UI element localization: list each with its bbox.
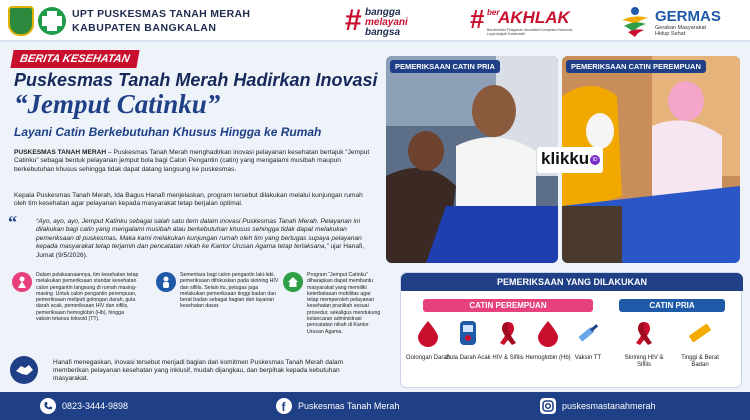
info-block-program: Program “Jemput Catinku” diharapkan dapat membantu masyarakat yang memiliki keterbatasan mobilitas agar tetap memperoleh pelayanan kesehatan pranikah sesuai prosedur, sekaligus mendukung kelancaran administrasi pencatatan nikah di Kantor Urusan Agama. bbox=[283, 272, 383, 352]
info-block-female: Dalam pelaksanaannya, tim kesehatan tetap melakukan pemeriksaan standar kesehatan calon pengantin langsung di rumah masing-masing. Untuk calon pengantin perempuan, pemeriksaan meliputi golongan darah, gula darah acak, pemeriksaan HIV dan sifilis, pemeriksaan hemoglobin (Hb), hingga vaksin tetanus toksoid (TT). bbox=[12, 272, 140, 352]
photo-label-bride: PEMERIKSAAN CATIN PEREMPUAN bbox=[566, 60, 706, 73]
footer bbox=[0, 392, 750, 420]
footer-facebook[interactable]: f Puskesmas Tanah Merah bbox=[276, 398, 456, 414]
photo-groom-exam bbox=[386, 56, 558, 263]
exam-item-blood-sugar: Gula Darah Acak bbox=[445, 319, 491, 362]
blood-drop-icon bbox=[534, 319, 562, 347]
ribbon-icon bbox=[630, 319, 658, 347]
handshake-icon bbox=[10, 356, 38, 384]
exam-panel bbox=[400, 272, 742, 388]
male-category-label: CATIN PRIA bbox=[619, 299, 725, 312]
photo-label-groom: PEMERIKSAAN CATIN PRIA bbox=[390, 60, 500, 73]
paragraph-intro: PUSKESMAS TANAH MERAH – Puskesmas Tanah Merah menghadirkan inovasi pelayanan kesehatan bertajuk “Jemput Catinku” sebagai bentuk pelayanan jemput bola bagi Calon Pengantin (catin) yang mengalami musibah maupun berkebutuhan khusus sehingga tidak dapat datang langsung ke puskesmas. bbox=[14, 149, 370, 173]
exam-item-height-weight: Tinggi & Berat Badan bbox=[677, 319, 723, 369]
germas-title: GERMAS bbox=[655, 8, 721, 25]
org-name: UPT PUSKESMAS TANAH MERAH bbox=[72, 8, 251, 20]
ber-akhlak-logo: # ber AKHLAK Berorientasi Pelayanan Akuntabel Kompeten Harmonis Loyal Adaptif Kolaboratif bbox=[470, 4, 573, 36]
female-category-label: CATIN PEREMPUAN bbox=[423, 299, 593, 312]
bangkalan-emblem-icon bbox=[8, 6, 34, 36]
exam-item-blood-type: Golongan Darah bbox=[405, 319, 451, 362]
instagram-icon bbox=[540, 398, 556, 414]
quote-block: “Ayo, ayo, ayo, Jemput Katinku sebagai salah satu item dalam inovasi Puskesmas Tanah Merah. Pelayanan ini dilakukan bagi catin yang mengalami musibah atau berkebutuhan khusus sehingga tidak dapat melakukan pemeriksaan di puskesmas. Maka kami melakukan kunjungan rumah oleh tim yang bertugas supaya pelayanan kepada masyarakat tetap terjamin dan pencatatan nikah ke Kantor Urusan Agama tetap terlaksana,” ujar Hanafi, Jumat (9/5/2026). bbox=[36, 218, 365, 259]
puskesmas-logo-icon bbox=[38, 7, 66, 35]
home-icon bbox=[283, 272, 303, 292]
headline: Puskesmas Tanah Merah Hadirkan Inovasi bbox=[14, 70, 378, 90]
info-block-male: Sementara bagi calon pengantin laki-laki, pemeriksaan difokuskan pada skrining HIV dan sifilis. Selain itu, petugas juga melakukan pemeriksaan tinggi badan dan berat badan sebagai bagian dari layanan kesehatan dasar. bbox=[156, 272, 282, 352]
facebook-icon bbox=[276, 398, 292, 414]
phone-icon bbox=[40, 398, 56, 414]
exam-item-hemoglobin: Hemoglobin (Hb) bbox=[525, 319, 571, 362]
exam-item-male-hiv-syphilis: Skrining HIV & Sifilis bbox=[621, 319, 667, 369]
ruler-icon bbox=[686, 319, 714, 347]
exam-panel-title: PEMERIKSAAN YANG DILAKUKAN bbox=[401, 273, 743, 291]
exam-item-hiv-syphilis: HIV & Sifilis bbox=[485, 319, 531, 362]
subheadline: Layani Catin Berkebutuhan Khusus Hingga ke Rumah bbox=[14, 125, 322, 139]
header bbox=[0, 0, 750, 42]
closing-statement: Hanafi menegaskan, inovasi tersebut menjadi bagian dari komitmen Puskesmas Tanah Merah dalam memberikan pelayanan kesehatan yang inklusif, mudah dijangkau, dan berpihak kepada kebutuhan masyarakat. bbox=[10, 356, 380, 386]
germas-subtitle: Gerakan Masyarakat Hidup Sehat bbox=[655, 25, 707, 37]
klikku-watermark: klikku ID bbox=[537, 147, 603, 173]
glucometer-icon bbox=[454, 319, 482, 347]
quote-mark-icon: “ bbox=[8, 212, 17, 232]
groom-icon bbox=[156, 272, 176, 292]
footer-instagram[interactable]: puskesmastanahmerah bbox=[540, 398, 720, 414]
blood-drop-icon bbox=[414, 319, 442, 347]
ribbon-icon bbox=[494, 319, 522, 347]
paragraph-head-statement: Kepala Puskesmas Tanah Merah, Ida Bagus Hanafi menjelaskan, program tersebut dilakukan melalui kunjungan rumah oleh tim kesehatan agar pelayanan kepada masyarakat tetap berjalan optimal. bbox=[14, 192, 363, 208]
category-badge: BERITA KESEHATAN bbox=[10, 50, 139, 68]
syringe-icon bbox=[574, 319, 602, 347]
svg-text:f: f bbox=[281, 400, 286, 414]
regency-name: KABUPATEN BANGKALAN bbox=[72, 22, 217, 34]
headline-innovation-name: “Jemput Catinku” bbox=[14, 89, 221, 119]
footer-phone[interactable]: 0823-3444-9898 bbox=[40, 398, 200, 414]
bangga-melayani-bangsa-logo: # bangga melayani bangsa bbox=[345, 4, 408, 38]
germas-logo-icon bbox=[618, 4, 652, 38]
exam-item-tt-vaccine: Vaksin TT bbox=[565, 319, 611, 362]
bride-icon bbox=[12, 272, 32, 292]
